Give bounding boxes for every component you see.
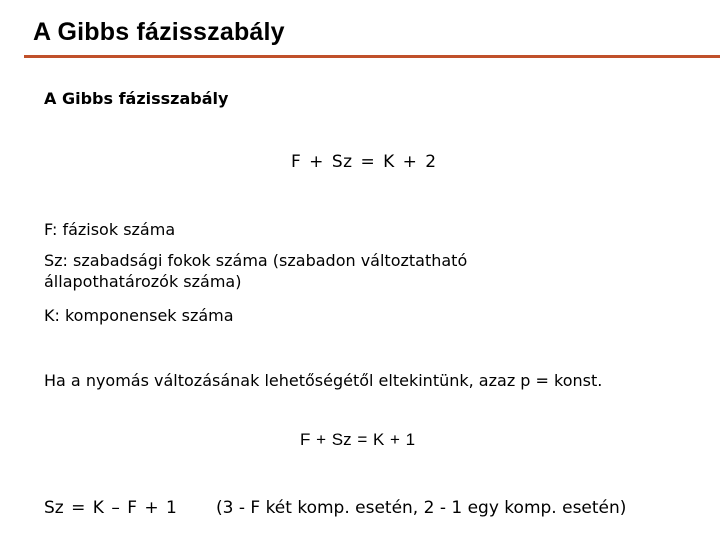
equation-degrees-note: (3 - F két komp. esetén, 2 - 1 egy komp. esetén) bbox=[216, 498, 627, 518]
definition-sz-line1: Sz: szabadsági fokok száma (szabadon változtatható bbox=[44, 251, 468, 270]
equation-gibbs: F + Sz = K + 2 bbox=[291, 152, 437, 172]
equation-degrees-of-freedom: Sz = K – F + 1 bbox=[44, 498, 177, 518]
pressure-note: Ha a nyomás változásának lehetőségétől eltekintünk, azaz p = konst. bbox=[44, 371, 603, 390]
title-divider bbox=[24, 55, 720, 58]
definition-f: F: fázisok száma bbox=[44, 220, 176, 239]
definition-k: K: komponensek száma bbox=[44, 306, 234, 325]
definition-sz bbox=[44, 250, 467, 292]
slide-title: A Gibbs fázisszabály bbox=[33, 18, 285, 46]
definition-sz-line2: állapothatározók száma) bbox=[44, 272, 242, 291]
equation-constant-pressure: F + Sz = K + 1 bbox=[300, 430, 416, 449]
subtitle: A Gibbs fázisszabály bbox=[44, 89, 229, 108]
